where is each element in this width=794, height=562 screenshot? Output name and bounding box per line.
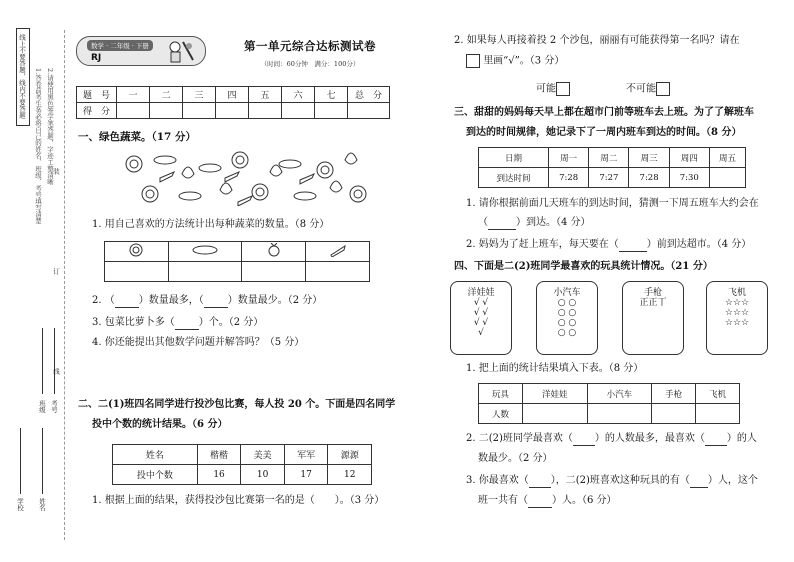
score-table xyxy=(76,86,390,119)
bus-header-cell: 周一 xyxy=(549,148,589,168)
s4-question-2-cont: 数最少。（2 分） xyxy=(478,453,553,464)
s4q2-text-b: ）的人数最多，最喜欢（ xyxy=(594,433,705,444)
s3q1-text-c: ）到达。（4 分） xyxy=(516,217,591,228)
score-header-cell: 题 号 xyxy=(77,87,117,103)
binding-instructions-2: 2.请使用黑色签字笔答题，字迹工整清晰 xyxy=(46,68,54,185)
score-row-label: 得 分 xyxy=(77,103,117,119)
answer-blank[interactable] xyxy=(573,445,595,446)
tally-line: √ xyxy=(478,328,484,338)
toy-header-cell: 飞机 xyxy=(696,384,740,404)
s4q3-text-b: ），二(2)班喜欢这种玩具的有（ xyxy=(550,475,690,486)
answer-blank[interactable] xyxy=(690,487,708,488)
option-cannot-label: 不可能 xyxy=(626,83,656,95)
toy-card-doll xyxy=(450,281,512,355)
throw-header-cell: 姓名 xyxy=(113,445,198,465)
veg-count-cell[interactable] xyxy=(242,262,306,282)
veg-header-cabbage xyxy=(105,242,169,262)
q3-text-b: ）个。（2 分） xyxy=(198,317,264,328)
option-can-label: 可能 xyxy=(536,83,556,95)
option-can-checkbox[interactable] xyxy=(556,82,570,96)
tally-line: ☆☆☆ xyxy=(724,298,750,308)
throw-value-cell: 17 xyxy=(284,465,328,485)
binding-mark-3: 线 xyxy=(52,368,60,375)
answer-blank[interactable] xyxy=(528,507,552,508)
field-name-label: 姓名 xyxy=(38,498,46,511)
s1-question-3 xyxy=(92,316,263,330)
binding-mark-2: 订 xyxy=(52,268,60,275)
field-class-line[interactable] xyxy=(42,328,43,394)
tally-line: √ √ xyxy=(473,318,489,328)
toy-card-title: 小汽车 xyxy=(553,288,581,298)
answer-blank[interactable] xyxy=(204,307,228,308)
field-school-label: 学校 xyxy=(16,498,24,511)
s2-question-1: 1. 根据上面的结果，获得投沙包比赛第一名的是（ ）。（3 分） xyxy=(92,495,385,506)
answer-blank[interactable] xyxy=(488,229,516,230)
score-cell[interactable] xyxy=(183,103,216,119)
s3q2-text-a: 2. 妈妈为了赶上班车，每天要在（ xyxy=(466,239,619,250)
score-header-cell: 五 xyxy=(249,87,282,103)
section4-heading: 四、下面是二(2)班同学最喜欢的玩具统计情况。（21 分） xyxy=(454,261,713,272)
toy-card-title: 洋娃娃 xyxy=(467,288,495,298)
s4q3-text-e: ）人。（6 分） xyxy=(552,495,617,506)
bus-header-cell: 周五 xyxy=(709,148,745,168)
score-header-cell: 六 xyxy=(282,87,315,103)
toy-count-cell[interactable] xyxy=(522,404,587,424)
toy-header-cell: 小汽车 xyxy=(587,384,652,404)
toy-count-cell[interactable] xyxy=(696,404,740,424)
throw-header-cell: 楷楷 xyxy=(197,445,241,465)
toy-card-title: 手枪 xyxy=(643,288,662,298)
toy-header-cell: 手枪 xyxy=(652,384,696,404)
bus-time-cell[interactable] xyxy=(709,168,745,188)
veg-header-pepper xyxy=(306,242,370,262)
field-class-label: 班级 xyxy=(38,400,46,413)
score-cell[interactable] xyxy=(249,103,282,119)
score-cell[interactable] xyxy=(216,103,249,119)
veg-count-cell[interactable] xyxy=(306,262,370,282)
score-header-cell: 总 分 xyxy=(348,87,390,103)
field-school-line[interactable] xyxy=(20,428,21,494)
throw-header-cell: 源源 xyxy=(328,445,372,465)
edition-label: RJ xyxy=(91,53,102,63)
tally-line: ○ ○ xyxy=(557,328,577,338)
tally-line: √ √ xyxy=(473,308,489,318)
score-cell[interactable] xyxy=(282,103,315,119)
page-subtitle: （时间：60分钟 满分：100分） xyxy=(260,60,360,68)
q2-text-b: ）数量最多，（ xyxy=(138,295,204,306)
s1-question-1: 1. 用自己喜欢的方法统计出每种蔬菜的数量。（8 分） xyxy=(92,219,330,230)
score-header-cell: 二 xyxy=(150,87,183,103)
bus-arrival-table xyxy=(478,147,746,188)
score-header-cell: 四 xyxy=(216,87,249,103)
s2-question-2: 2. 如果每人再接着投 2 个沙包，丽丽有可能获得第一名吗？请在 xyxy=(454,35,740,46)
s4q3-text-d: 班一共有（ xyxy=(478,495,528,506)
pepper-icon xyxy=(325,243,351,257)
q2-text-a: 2. （ xyxy=(92,295,115,306)
tally-line: 正正丅 xyxy=(639,298,667,308)
s4q3-text-a: 3. 你最喜欢（ xyxy=(466,475,529,486)
tally-line: ○ ○ xyxy=(557,308,577,318)
section3-heading: 三、甜甜的妈妈每天早上都在超市门前等班车去上班。为了了解班车 xyxy=(454,107,754,118)
score-cell[interactable] xyxy=(117,103,150,119)
bus-row-label: 到达时间 xyxy=(479,168,549,188)
field-id-line[interactable] xyxy=(54,328,55,394)
score-cell[interactable] xyxy=(150,103,183,119)
toy-card-gun xyxy=(622,281,684,355)
section3-heading-cont: 到达的时间规律，她记录下了一周内班车到达的时间。（8 分） xyxy=(466,127,742,138)
score-header-cell: 七 xyxy=(315,87,348,103)
tally-line: ☆☆☆ xyxy=(724,308,750,318)
veg-count-cell[interactable] xyxy=(168,262,241,282)
bus-time-cell: 7:30 xyxy=(669,168,709,188)
option-can xyxy=(536,82,570,97)
answer-blank[interactable] xyxy=(705,445,727,446)
binding-instructions: 1.答卷前考生务必将自己的姓名、班级、考号填写清楚 xyxy=(34,68,42,224)
throw-value-cell: 12 xyxy=(328,465,372,485)
throw-row-label: 投中个数 xyxy=(113,465,198,485)
s3q2-text-b: ）前到达超市。（4 分） xyxy=(646,239,752,250)
veg-count-cell[interactable] xyxy=(105,262,169,282)
cut-line xyxy=(64,30,65,540)
toy-header-cell: 洋娃娃 xyxy=(522,384,587,404)
veg-header-radish xyxy=(242,242,306,262)
throw-header-cell: 美美 xyxy=(241,445,285,465)
toy-card-car xyxy=(536,281,598,355)
q3-text-a: 3. 包菜比萝卜多（ xyxy=(92,317,175,328)
bus-header-cell: 周三 xyxy=(629,148,669,168)
s4q2-text-c: ）的人 xyxy=(726,433,757,444)
field-name-line[interactable] xyxy=(42,428,43,494)
vegetable-count-table xyxy=(104,241,370,282)
bus-header-cell: 日期 xyxy=(479,148,549,168)
s3-question-1-cont xyxy=(478,216,591,230)
throw-value-cell: 10 xyxy=(241,465,285,485)
field-id-label: 考号 xyxy=(50,400,58,413)
s4-question-1: 1. 把上面的统计结果填入下表。（8 分） xyxy=(466,363,644,374)
s4-question-3-cont xyxy=(478,494,617,508)
radish-icon xyxy=(261,243,287,257)
section2-heading-cont: 投中个数的统计结果。（6 分） xyxy=(92,419,228,430)
throw-results-table xyxy=(112,444,372,485)
score-cell[interactable] xyxy=(348,103,390,119)
answer-blank[interactable] xyxy=(619,251,647,252)
subject-label: 数学 · 二年级 · 下册 xyxy=(87,40,153,51)
tally-line: ○ ○ xyxy=(557,298,577,308)
score-header-cell: 一 xyxy=(117,87,150,103)
section1-heading: 一、绿色蔬菜。（17 分） xyxy=(78,131,197,143)
s4-question-2 xyxy=(466,432,757,446)
bus-header-cell: 周二 xyxy=(589,148,629,168)
tally-line: ○ ○ xyxy=(557,318,577,328)
mascot-icon xyxy=(163,40,197,64)
bus-time-cell: 7:28 xyxy=(629,168,669,188)
tally-line: ☆☆☆ xyxy=(724,318,750,328)
answer-blank[interactable] xyxy=(175,329,199,330)
binding-notes: 线上不要答题，线内不要答题 xyxy=(18,34,26,119)
s4q3-text-c: ）人，这个 xyxy=(707,475,758,486)
s4q2-text-a: 2. 二(2)班同学最喜欢（ xyxy=(466,433,573,444)
toy-card-title: 飞机 xyxy=(727,288,746,298)
binding-strip xyxy=(14,28,60,536)
answer-checkbox[interactable] xyxy=(466,54,480,68)
toy-count-cell[interactable] xyxy=(587,404,652,424)
vegetables-illustration xyxy=(120,150,370,206)
s4-question-3 xyxy=(466,474,758,488)
throw-value-cell: 16 xyxy=(197,465,241,485)
score-cell[interactable] xyxy=(315,103,348,119)
toy-count-table xyxy=(478,383,740,424)
s3-question-1: 1. 请你根据前面几天班车的到达时间，猜测一下周五班车大约会在 xyxy=(466,198,759,209)
subject-badge xyxy=(76,36,206,66)
s2-question-2-line2 xyxy=(466,54,564,69)
toy-header-cell: 玩具 xyxy=(479,384,523,404)
s3-question-2 xyxy=(466,238,751,252)
page-title: 第一单元综合达标测试卷 xyxy=(244,39,376,53)
toy-count-cell[interactable] xyxy=(652,404,696,424)
score-header-cell: 三 xyxy=(183,87,216,103)
option-cannot xyxy=(626,82,670,97)
cucumber-icon xyxy=(190,243,220,257)
option-cannot-checkbox[interactable] xyxy=(656,82,670,96)
throw-header-cell: 军军 xyxy=(284,445,328,465)
binding-mark-1: 装 xyxy=(52,168,60,175)
answer-blank[interactable] xyxy=(115,307,139,308)
tally-line: √ √ xyxy=(473,298,489,308)
bus-time-cell: 7:28 xyxy=(549,168,589,188)
toy-card-plane xyxy=(706,281,768,355)
bus-header-cell: 周四 xyxy=(669,148,709,168)
veg-header-cucumber xyxy=(168,242,241,262)
s3q1-text-b: （ xyxy=(478,217,488,228)
s1-question-2 xyxy=(92,294,322,308)
cabbage-icon xyxy=(123,243,149,257)
q2-text-c: ）数量最少。（2 分） xyxy=(227,295,323,306)
q2-line2-text: 里画“√”。（3 分） xyxy=(483,55,565,67)
s1-question-4: 4. 你还能提出其他数学问题并解答吗？（5 分） xyxy=(92,337,305,348)
section2-heading: 二、二(1)班四名同学进行投沙包比赛，每人投 20 个。下面是四名同学 xyxy=(78,399,396,410)
toy-row-label: 人数 xyxy=(479,404,523,424)
bus-time-cell: 7:27 xyxy=(589,168,629,188)
answer-blank[interactable] xyxy=(529,487,551,488)
